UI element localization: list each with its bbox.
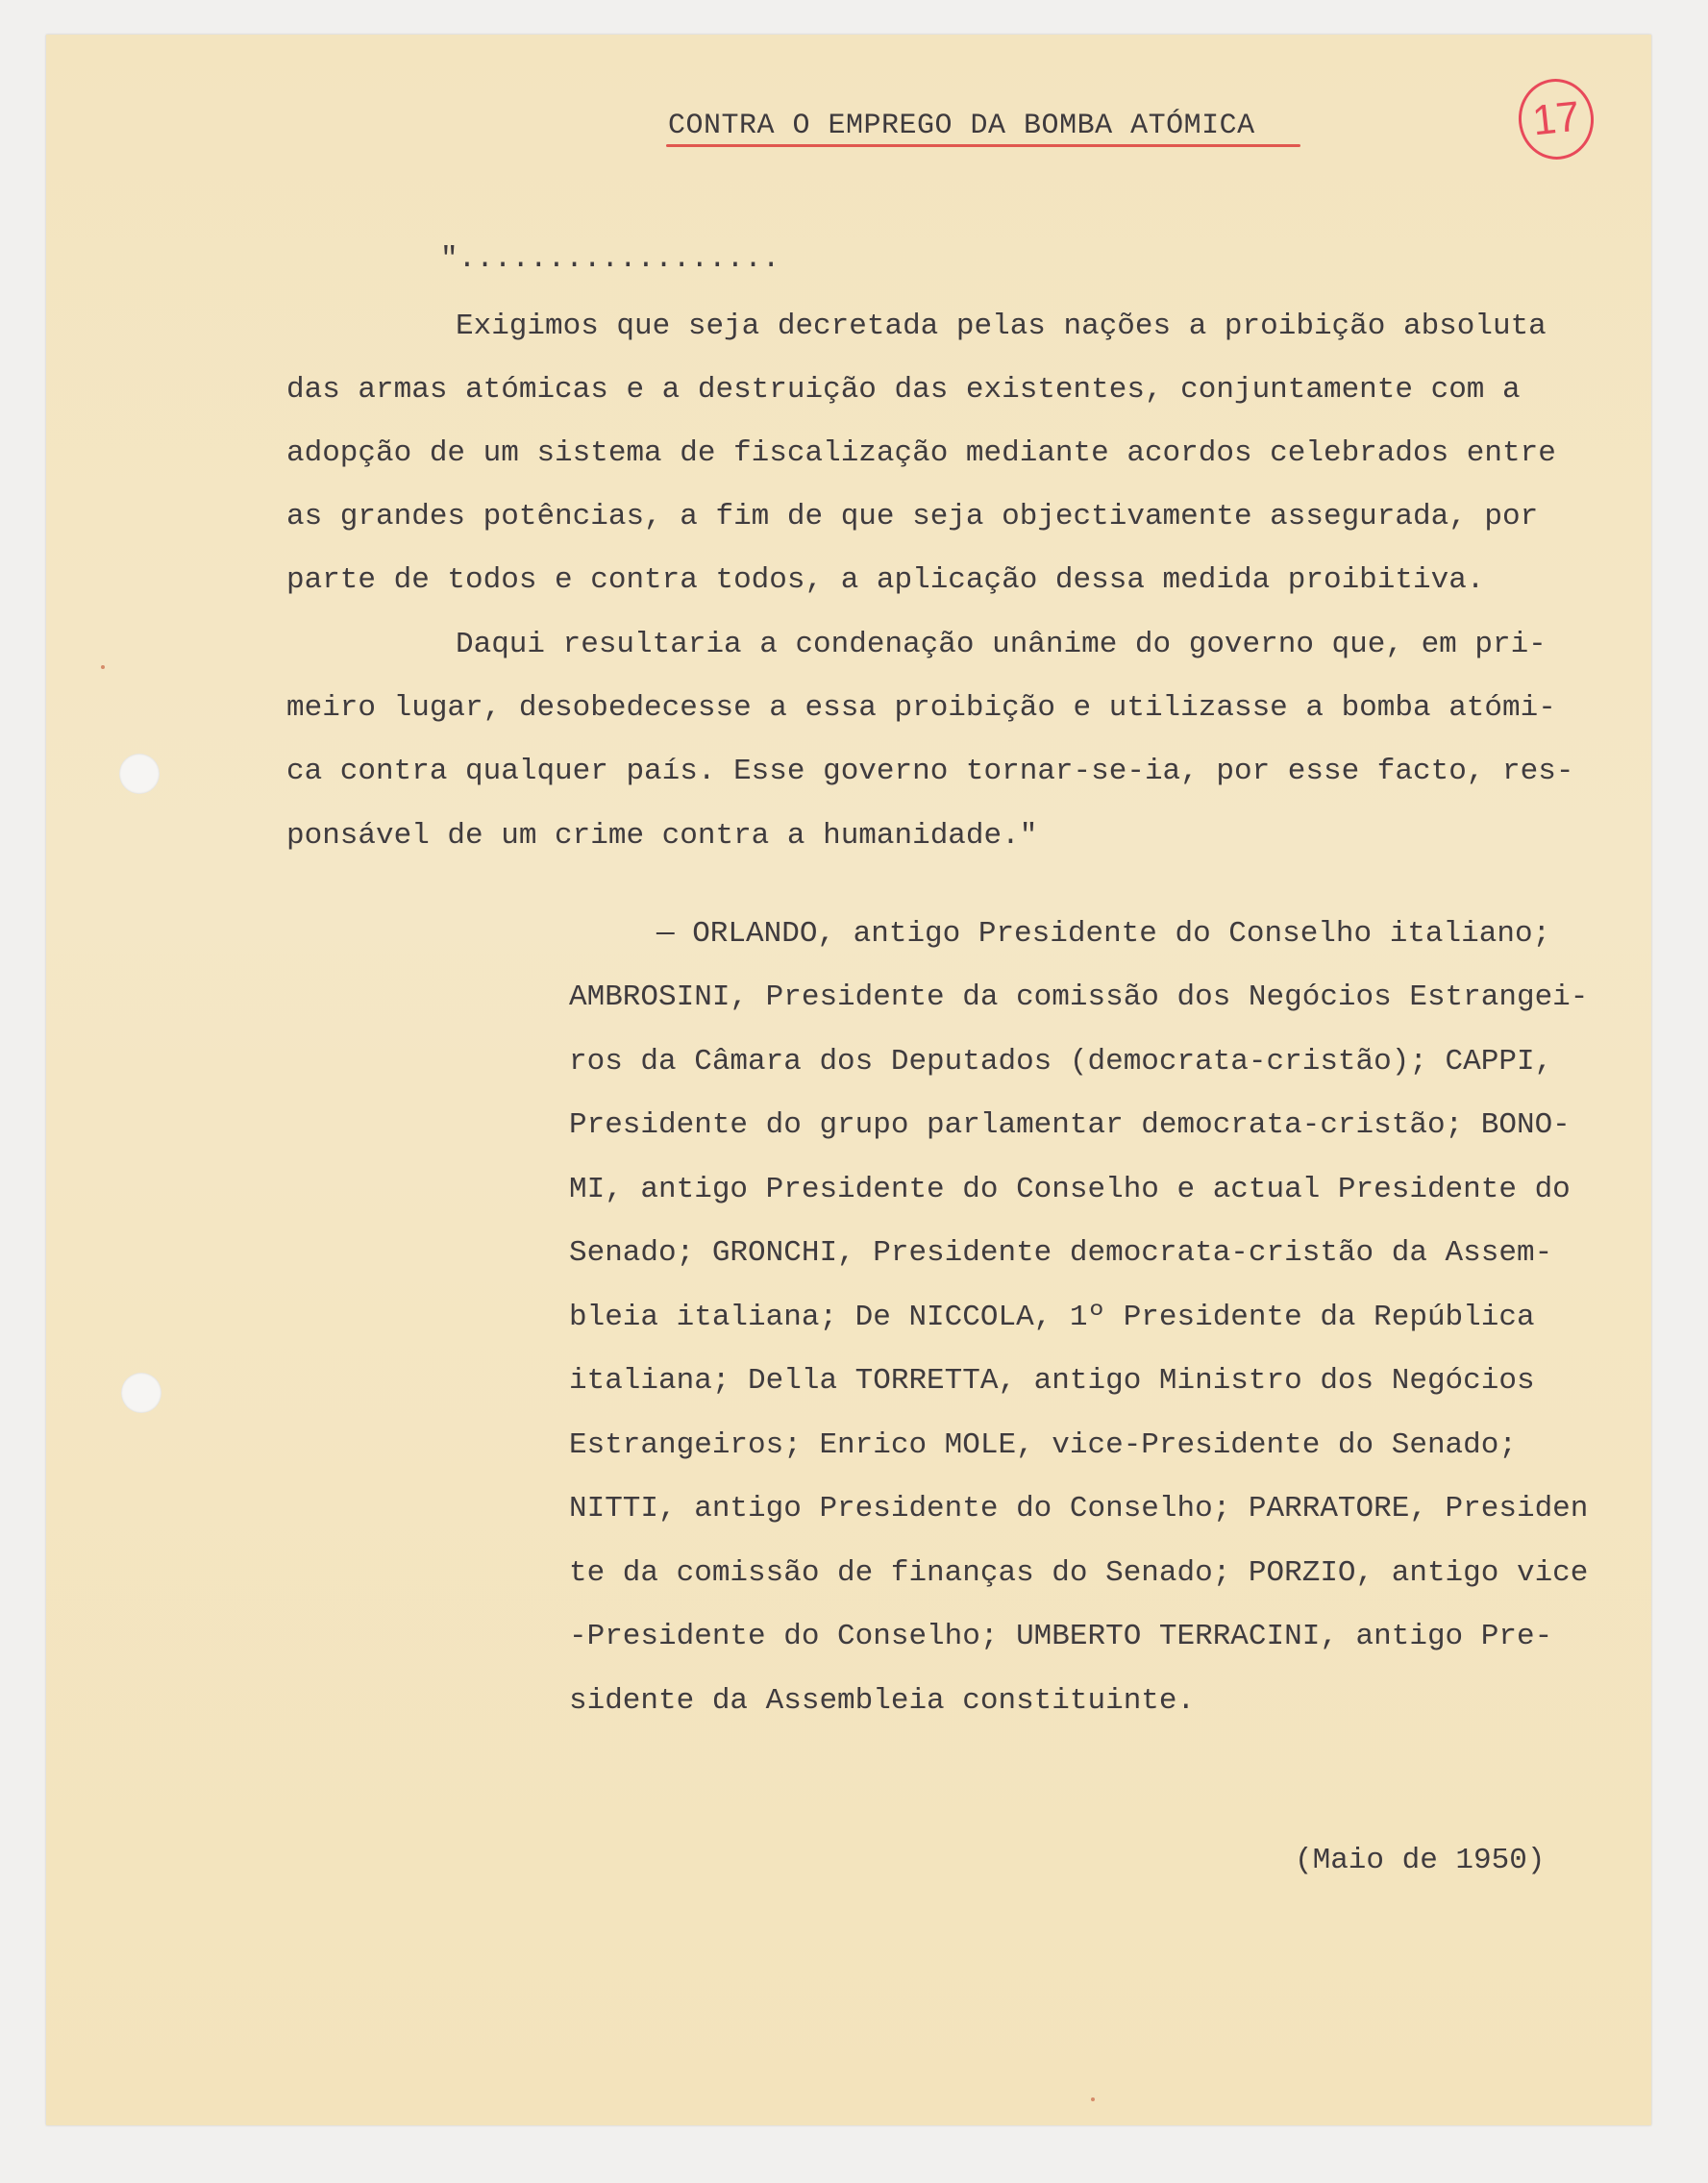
paragraph-line: parte de todos e contra todos, a aplicação dessa medida proibitiva.: [286, 563, 1485, 597]
quote-opening: "..................: [440, 242, 780, 276]
punch-hole-bottom: [121, 1373, 161, 1413]
paragraph-line: Daqui resultaria a condenação unânime do governo que, em pri-: [456, 628, 1547, 661]
paper-speck: [101, 665, 105, 669]
paragraph-line: Exigimos que seja decretada pelas nações a proibição absoluta: [456, 310, 1547, 343]
paragraph-line: meiro lugar, desobedecesse a essa proibição e utilizasse a bomba atómi-: [286, 691, 1556, 725]
paragraph-line: as grandes potências, a fim de que seja objectivamente assegurada, por: [286, 500, 1539, 533]
signatory-line: sidente da Assembleia constituinte.: [569, 1684, 1196, 1718]
signatory-line: bleia italiana; De NICCOLA, 1º Presidente da República: [569, 1301, 1535, 1334]
title-underline: [666, 144, 1300, 147]
paragraph-line: ca contra qualquer país. Esse governo tornar-se-ia, por esse facto, res-: [286, 755, 1574, 788]
signatory-line: Presidente do grupo parlamentar democrata-cristão; BONO-: [569, 1108, 1571, 1142]
paragraph-line: adopção de um sistema de fiscalização mediante acordos celebrados entre: [286, 436, 1556, 470]
signatory-line: Estrangeiros; Enrico MOLE, vice-Presidente do Senado;: [569, 1428, 1517, 1462]
signatory-line: -Presidente do Conselho; UMBERTO TERRACINI, antigo Pre-: [569, 1620, 1553, 1653]
page-number-stamp: 17: [1515, 75, 1597, 163]
signatory-line: NITTI, antigo Presidente do Conselho; PARRATORE, Presiden: [569, 1492, 1589, 1526]
paragraph-line: ponsável de um crime contra a humanidade.": [286, 819, 1038, 853]
paragraph-line: das armas atómicas e a destruição das existentes, conjuntamente com a: [286, 373, 1521, 407]
signatory-line: MI, antigo Presidente do Conselho e actual Presidente do: [569, 1173, 1571, 1206]
document-date: (Maio de 1950): [1295, 1844, 1546, 1877]
signatory-line: ros da Câmara dos Deputados (democrata-cristão); CAPPI,: [569, 1045, 1553, 1079]
signatory-line: italiana; Della TORRETTA, antigo Ministro dos Negócios: [569, 1364, 1535, 1398]
signatory-line: te da comissão de finanças do Senado; PORZIO, antigo vice: [569, 1556, 1589, 1590]
document-title: CONTRA O EMPREGO DA BOMBA ATÓMICA: [668, 110, 1255, 142]
signatory-line: AMBROSINI, Presidente da comissão dos Negócios Estrangei-: [569, 980, 1589, 1014]
signatory-line: Senado; GRONCHI, Presidente democrata-cristão da Assem-: [569, 1236, 1553, 1270]
paper-speck: [1091, 2097, 1095, 2101]
punch-hole-top: [119, 754, 160, 794]
signatory-line: — ORLANDO, antigo Presidente do Conselho italiano;: [656, 917, 1551, 951]
